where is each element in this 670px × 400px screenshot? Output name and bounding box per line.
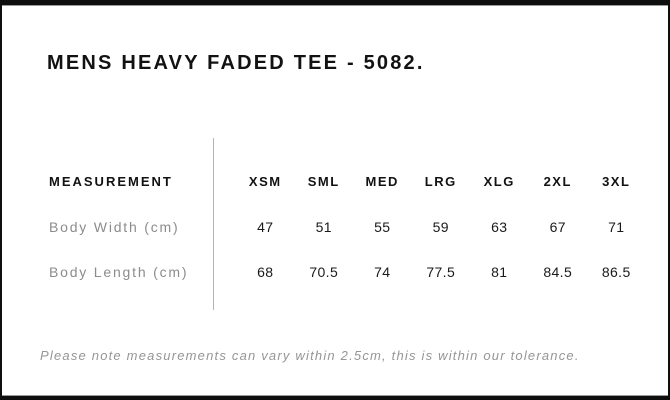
body-length-xlg: 81 xyxy=(491,263,508,280)
body-width-med: 55 xyxy=(374,218,391,235)
column-header-measurement: MEASUREMENT xyxy=(49,174,173,189)
body-length-xsm: 68 xyxy=(257,263,274,280)
body-length-lrg: 77.5 xyxy=(426,263,456,280)
body-width-sml: 51 xyxy=(315,218,332,235)
product-title: MENS HEAVY FADED TEE - 5082. xyxy=(47,52,425,74)
body-width-3xl: 71 xyxy=(608,218,625,235)
column-header-sml: SML xyxy=(307,174,340,189)
body-width-xlg: 63 xyxy=(491,218,508,235)
body-length-3xl: 86.5 xyxy=(601,263,631,280)
column-header-3xl: 3XL xyxy=(602,174,631,189)
size-table xyxy=(49,159,646,294)
tolerance-note: Please note measurements can vary within 2.5cm, this is within our tolerance. xyxy=(40,348,580,363)
row-label-body-length: Body Length (cm) xyxy=(49,263,189,280)
body-length-2xl: 84.5 xyxy=(543,263,573,280)
column-header-lrg: LRG xyxy=(424,174,457,189)
body-width-lrg: 59 xyxy=(432,218,449,235)
body-length-sml: 70.5 xyxy=(309,263,339,280)
column-header-xsm: XSM xyxy=(248,174,282,189)
body-length-med: 74 xyxy=(374,263,391,280)
column-header-med: MED xyxy=(365,174,399,189)
body-width-2xl: 67 xyxy=(549,218,566,235)
column-header-xlg: XLG xyxy=(483,174,515,189)
column-header-2xl: 2XL xyxy=(543,174,572,189)
row-label-body-width: Body Width (cm) xyxy=(49,218,180,235)
body-width-xsm: 47 xyxy=(257,218,274,235)
